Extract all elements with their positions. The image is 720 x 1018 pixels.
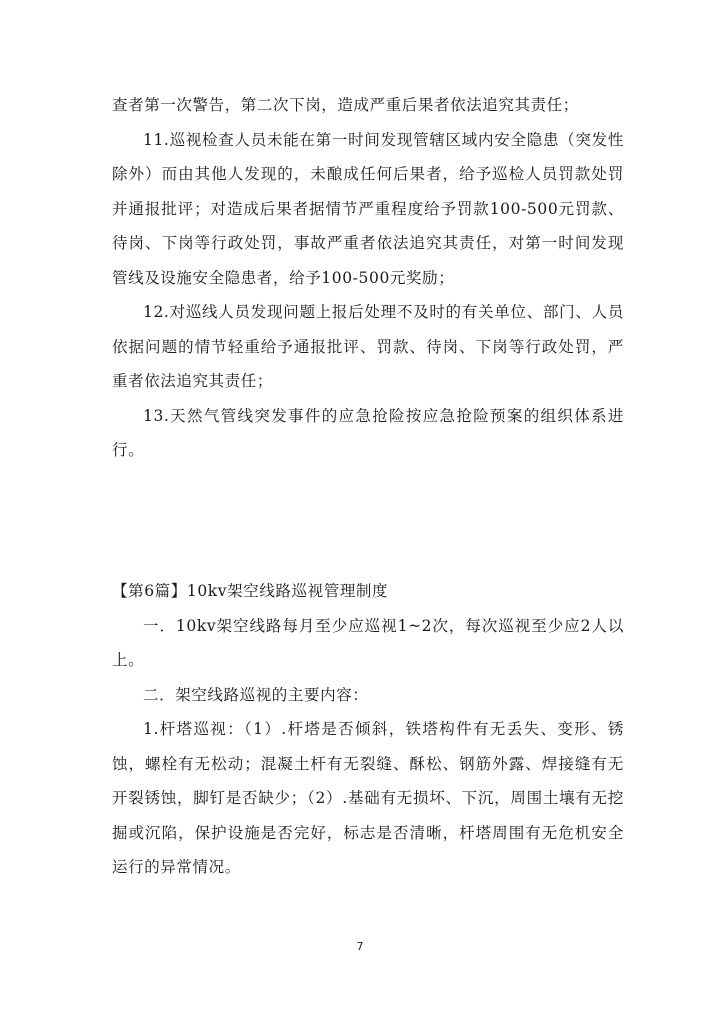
paragraph-continuation: 查者第一次警告，第二次下岗，造成严重后果者依法追究其责任；: [112, 96, 579, 114]
paragraph-item-11: 11.巡视检查人员未能在第一时间发现管辖区域内安全隐患（突发性除外）而由其他人发现的，未酿成任何后果者，给予巡检人员罚款处罚并通报批评；对造成后果者据情节严重程度给予罚款100-500元罚款、待岗、下岗等行政处罚，事故严重者依法追究其责任，对第一时间发现管线及设施安全隐患者，给予100-500元奖励；: [112, 130, 624, 287]
paragraph-tower-inspection: 1.杆塔巡视：（1）.杆塔是否倾斜，铁塔构件有无丢失、变形、锈蚀，螺栓有无松动；混凝土杆有无裂缝、酥松、钢筋外露、焊接缝有无开裂锈蚀，脚钉是否缺少；（2）.基础有无损坏、下沉，周围土壤有无挖掘或沉陷，保护设施是否完好，标志是否清晰，杆塔周围有无危机安全运行的异常情况。: [112, 720, 624, 876]
section-heading: 【第6篇】10kv架空线路巡视管理制度: [112, 582, 389, 600]
paragraph-item-13: 13.天然气管线突发事件的应急抢险按应急抢险预案的组织体系进行。: [112, 406, 624, 459]
page-number: 7: [356, 940, 364, 953]
paragraph-section-1: 一．10kv架空线路每月至少应巡视1~2次，每次巡视至少应2人以上。: [112, 616, 624, 669]
text-block-bottom: [112, 574, 624, 885]
paragraph-section-2: 二．架空线路巡视的主要内容：: [143, 685, 369, 704]
text-block-top: [112, 88, 624, 468]
paragraph-item-12: 12.对巡线人员发现问题上报后处理不及时的有关单位、部门、人员依据问题的情节轻重给予通报批评、罚款、待岗、下岗等行政处罚，严重者依法追究其责任；: [112, 303, 624, 390]
